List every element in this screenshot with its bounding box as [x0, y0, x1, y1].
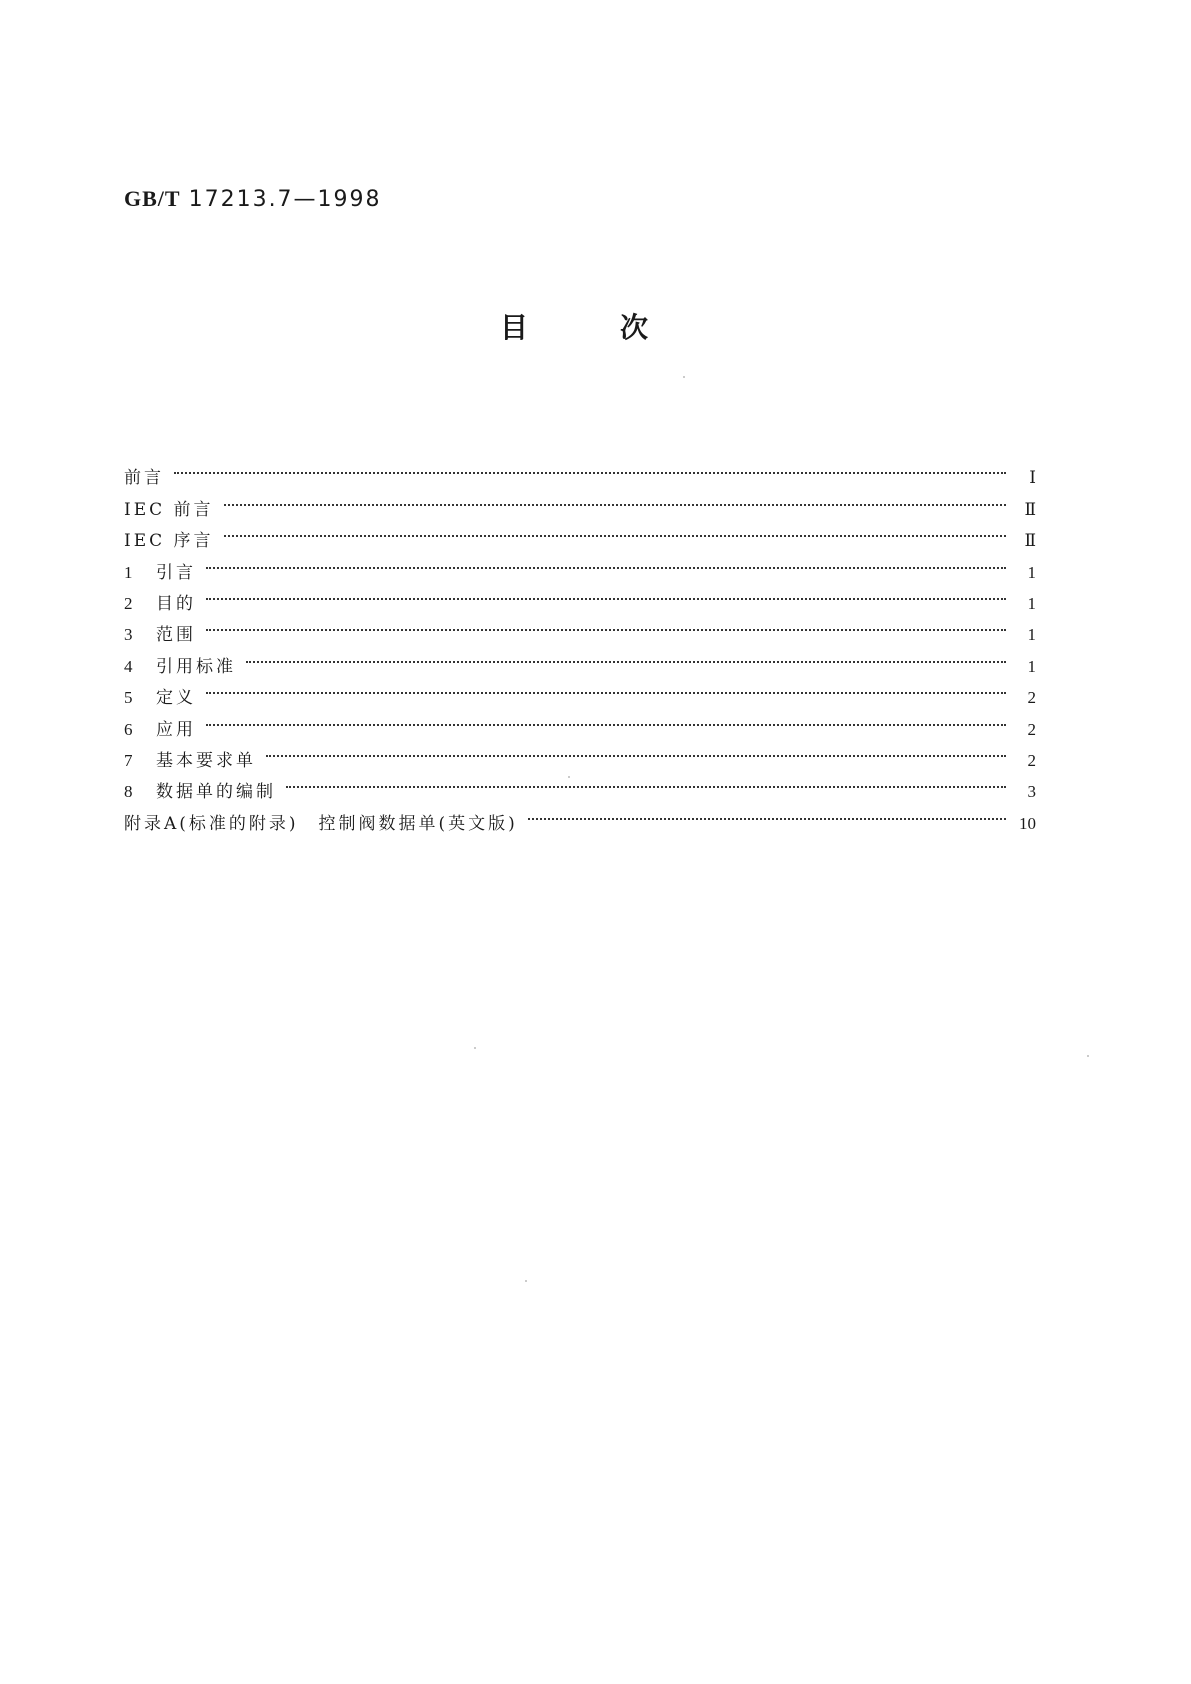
page-title: [500, 310, 660, 346]
toc-entry-number: 8: [124, 782, 133, 802]
scan-speck: [683, 376, 685, 378]
toc-leader-dots: [206, 703, 1006, 734]
toc-entry-number: 3: [124, 625, 133, 645]
scan-speck: [1087, 1055, 1089, 1057]
toc-leader-dots: [266, 735, 1006, 766]
toc-entry-page: 2: [1027, 688, 1036, 708]
toc-entry-application[interactable]: [124, 703, 1036, 740]
toc-entry-number: 4: [124, 656, 133, 676]
standard-number: 17213.7—1998: [188, 187, 382, 212]
toc-entry-label: IEC 前言: [124, 499, 214, 520]
toc-entry-page: Ⅱ: [1024, 499, 1036, 519]
toc-entry-label: 应用: [156, 719, 196, 740]
toc-entry-number: 1: [124, 562, 133, 582]
toc-entry-datasheet-preparation[interactable]: [124, 766, 1036, 803]
toc-entry-label: 引用标准: [156, 656, 236, 677]
toc-entry-objective[interactable]: [124, 578, 1036, 614]
toc-leader-dots: [206, 672, 1006, 703]
toc-entry-number: 5: [124, 688, 133, 708]
toc-entry-introduction[interactable]: [124, 546, 1036, 583]
toc-entry-number: 7: [124, 750, 133, 770]
toc-entry-label: 附录A(标准的附录) 控制阀数据单(英文版): [124, 813, 518, 834]
title-char-2: 次: [620, 311, 649, 344]
toc-entry-label: 目的: [156, 593, 196, 614]
standard-header: [124, 186, 382, 212]
toc-leader-dots: [246, 640, 1006, 671]
toc-leader-dots: [528, 797, 1006, 828]
toc-entry-label: 引言: [156, 562, 196, 583]
scan-speck: [568, 776, 570, 778]
toc-leader-dots: [206, 609, 1006, 640]
toc-leader-dots: [286, 766, 1006, 797]
toc-entry-page: Ⅱ: [1024, 531, 1036, 551]
standard-prefix: GB/T: [124, 186, 181, 211]
toc-leader-dots: [224, 515, 1006, 546]
toc-entry-number: 2: [124, 593, 133, 613]
toc-entry-page: 1: [1027, 562, 1036, 582]
toc-entry-page: Ⅰ: [1029, 468, 1036, 488]
scan-speck: [474, 1047, 476, 1049]
toc-entry-page: 10: [1019, 813, 1036, 833]
toc-entry-page: 1: [1027, 656, 1036, 676]
toc-entry-label: 数据单的编制: [156, 782, 276, 803]
toc-entry-page: 2: [1027, 750, 1036, 770]
toc-entry-label: 前言: [124, 468, 164, 489]
title-char-1: 目: [500, 311, 529, 344]
toc-entry-page: 2: [1027, 719, 1036, 739]
toc-leader-dots: [224, 483, 1006, 514]
toc-entry-foreword[interactable]: [124, 452, 1036, 489]
toc-entry-iec-preface[interactable]: [124, 515, 1036, 552]
scan-speck: [525, 1280, 527, 1282]
toc-entry-number: 6: [124, 719, 133, 739]
toc-entry-page: 1: [1027, 593, 1036, 613]
toc-entry-definitions[interactable]: [124, 672, 1036, 709]
toc-entry-label: IEC 序言: [124, 531, 214, 552]
toc-leader-dots: [174, 452, 1006, 483]
toc-entry-page: 1: [1027, 625, 1036, 645]
table-of-contents: [124, 452, 1036, 834]
toc-entry-normative-references[interactable]: [124, 640, 1036, 677]
toc-entry-iec-foreword[interactable]: [124, 483, 1036, 520]
toc-leader-dots: [206, 546, 1006, 577]
toc-leader-dots: [206, 578, 1006, 609]
toc-entry-basic-requirements[interactable]: [124, 735, 1036, 771]
toc-entry-scope[interactable]: [124, 609, 1036, 646]
toc-entry-label: 基本要求单: [156, 750, 256, 771]
toc-entry-page: 3: [1027, 782, 1036, 802]
toc-entry-label: 范围: [156, 625, 196, 646]
toc-entry-label: 定义: [156, 688, 196, 709]
